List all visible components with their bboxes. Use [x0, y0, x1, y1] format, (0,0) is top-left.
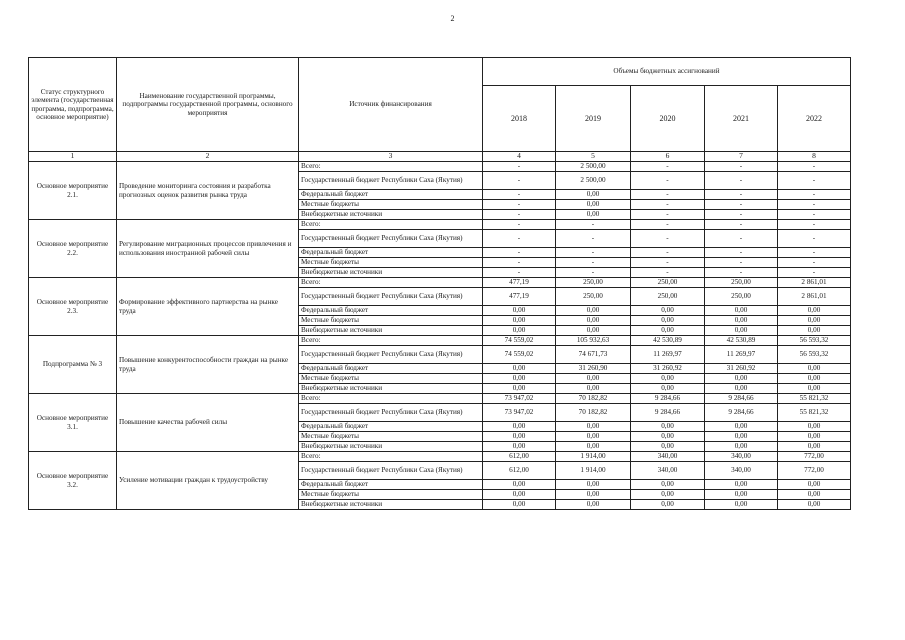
funding-source: Государственный бюджет Республики Саха (Якутия)	[299, 404, 483, 422]
amount-cell: -	[556, 230, 631, 248]
amount-cell: 2 861,01	[778, 278, 851, 288]
header-volumes: Объемы бюджетных ассигнований	[483, 58, 851, 86]
amount-cell: 0,00	[778, 432, 851, 442]
amount-cell: 0,00	[705, 500, 778, 510]
funding-source: Государственный бюджет Республики Саха (Якутия)	[299, 288, 483, 306]
funding-source: Местные бюджеты	[299, 258, 483, 268]
amount-cell: 0,00	[483, 326, 556, 336]
amount-cell: -	[631, 200, 705, 210]
funding-source: Всего:	[299, 220, 483, 230]
amount-cell: 0,00	[631, 500, 705, 510]
page-number: 2	[450, 14, 455, 23]
amount-cell: 0,00	[483, 490, 556, 500]
amount-cell: 70 182,82	[556, 394, 631, 404]
amount-cell: 0,00	[556, 200, 631, 210]
amount-cell: 1 914,00	[556, 462, 631, 480]
element-status: Основное мероприятие 3.1.	[29, 394, 117, 452]
element-name: Проведение мониторинга состояния и разработка прогнозных оценок развития рынка труда	[117, 162, 299, 220]
amount-cell: 70 182,82	[556, 404, 631, 422]
amount-cell: 9 284,66	[705, 394, 778, 404]
amount-cell: 340,00	[705, 462, 778, 480]
amount-cell: 0,00	[778, 326, 851, 336]
amount-cell: 0,00	[556, 432, 631, 442]
funding-source: Местные бюджеты	[299, 432, 483, 442]
amount-cell: -	[483, 220, 556, 230]
amount-cell: 250,00	[556, 278, 631, 288]
funding-source: Местные бюджеты	[299, 200, 483, 210]
amount-cell: 477,19	[483, 278, 556, 288]
amount-cell: 105 932,63	[556, 336, 631, 346]
amount-cell: 0,00	[705, 326, 778, 336]
amount-cell: 0,00	[483, 480, 556, 490]
amount-cell: 0,00	[483, 306, 556, 316]
column-number: 7	[705, 152, 778, 162]
amount-cell: 477,19	[483, 288, 556, 306]
funding-source: Всего:	[299, 336, 483, 346]
amount-cell: 0,00	[705, 384, 778, 394]
amount-cell: 9 284,66	[631, 394, 705, 404]
amount-cell: -	[705, 220, 778, 230]
amount-cell: -	[483, 268, 556, 278]
amount-cell: -	[705, 248, 778, 258]
table-row	[29, 278, 851, 288]
amount-cell: -	[778, 248, 851, 258]
amount-cell: 0,00	[631, 384, 705, 394]
amount-cell: 0,00	[631, 442, 705, 452]
column-number: 2	[117, 152, 299, 162]
amount-cell: 42 530,89	[705, 336, 778, 346]
amount-cell: 0,00	[778, 490, 851, 500]
amount-cell: 42 530,89	[631, 336, 705, 346]
funding-source: Всего:	[299, 278, 483, 288]
amount-cell: 0,00	[631, 490, 705, 500]
amount-cell: 0,00	[705, 432, 778, 442]
amount-cell: 11 269,97	[631, 346, 705, 364]
funding-source: Внебюджетные источники	[299, 384, 483, 394]
amount-cell: 0,00	[556, 210, 631, 220]
amount-cell: 0,00	[556, 480, 631, 490]
amount-cell: -	[705, 200, 778, 210]
amount-cell: -	[556, 248, 631, 258]
funding-source: Федеральный бюджет	[299, 422, 483, 432]
amount-cell: -	[631, 220, 705, 230]
amount-cell: -	[778, 210, 851, 220]
amount-cell: 0,00	[556, 490, 631, 500]
amount-cell: 0,00	[556, 190, 631, 200]
funding-source: Федеральный бюджет	[299, 248, 483, 258]
table-row	[29, 394, 851, 404]
amount-cell: 0,00	[778, 316, 851, 326]
amount-cell: 0,00	[556, 374, 631, 384]
amount-cell: -	[705, 210, 778, 220]
element-status: Основное мероприятие 2.2.	[29, 220, 117, 278]
funding-source: Федеральный бюджет	[299, 306, 483, 316]
funding-source: Государственный бюджет Республики Саха (Якутия)	[299, 172, 483, 190]
element-name: Регулирование миграционных процессов привлечения и использования иностранной рабочей силы	[117, 220, 299, 278]
amount-cell: 0,00	[556, 326, 631, 336]
amount-cell: 56 593,32	[778, 336, 851, 346]
header-year: 2022	[778, 85, 851, 151]
amount-cell: 2 500,00	[556, 162, 631, 172]
amount-cell: -	[778, 190, 851, 200]
amount-cell: 0,00	[778, 374, 851, 384]
amount-cell: -	[631, 268, 705, 278]
amount-cell: -	[631, 248, 705, 258]
amount-cell: 0,00	[556, 442, 631, 452]
amount-cell: 31 260,92	[631, 364, 705, 374]
amount-cell: 1 914,00	[556, 452, 631, 462]
amount-cell: 0,00	[556, 500, 631, 510]
amount-cell: -	[778, 162, 851, 172]
header-year: 2020	[631, 85, 705, 151]
amount-cell: 772,00	[778, 462, 851, 480]
amount-cell: -	[483, 172, 556, 190]
column-number: 8	[778, 152, 851, 162]
funding-source: Всего:	[299, 452, 483, 462]
amount-cell: -	[778, 258, 851, 268]
amount-cell: 0,00	[631, 326, 705, 336]
amount-cell: 55 821,32	[778, 404, 851, 422]
amount-cell: 0,00	[556, 422, 631, 432]
amount-cell: 0,00	[705, 316, 778, 326]
header-year: 2019	[556, 85, 631, 151]
amount-cell: -	[705, 258, 778, 268]
amount-cell: 0,00	[483, 432, 556, 442]
column-number-row	[29, 152, 851, 162]
amount-cell: -	[631, 190, 705, 200]
amount-cell: 0,00	[483, 364, 556, 374]
amount-cell: 0,00	[631, 306, 705, 316]
header-name: Наименование государственной программы, подпрограммы государственной программы, основного мероприятия	[117, 58, 299, 152]
element-name: Усиление мотивации граждан к трудоустройству	[117, 452, 299, 510]
funding-source: Всего:	[299, 162, 483, 172]
amount-cell: 31 260,92	[705, 364, 778, 374]
amount-cell: -	[705, 230, 778, 248]
amount-cell: 74 671,73	[556, 346, 631, 364]
amount-cell: 250,00	[705, 288, 778, 306]
funding-source: Всего:	[299, 394, 483, 404]
funding-source: Федеральный бюджет	[299, 190, 483, 200]
amount-cell: 55 821,32	[778, 394, 851, 404]
amount-cell: 0,00	[556, 316, 631, 326]
amount-cell: -	[705, 172, 778, 190]
amount-cell: -	[483, 258, 556, 268]
amount-cell: 9 284,66	[631, 404, 705, 422]
amount-cell: 0,00	[705, 374, 778, 384]
amount-cell: 0,00	[778, 422, 851, 432]
amount-cell: 612,00	[483, 462, 556, 480]
amount-cell: 2 861,01	[778, 288, 851, 306]
funding-source: Федеральный бюджет	[299, 364, 483, 374]
amount-cell: 0,00	[778, 306, 851, 316]
amount-cell: 0,00	[631, 432, 705, 442]
amount-cell: 74 559,02	[483, 346, 556, 364]
amount-cell: 0,00	[705, 490, 778, 500]
element-name: Формирование эффективного партнерства на рынке труда	[117, 278, 299, 336]
amount-cell: 0,00	[483, 374, 556, 384]
amount-cell: -	[483, 230, 556, 248]
amount-cell: -	[631, 172, 705, 190]
amount-cell: -	[631, 230, 705, 248]
amount-cell: 0,00	[556, 306, 631, 316]
amount-cell: 73 947,02	[483, 394, 556, 404]
amount-cell: -	[483, 248, 556, 258]
amount-cell: 11 269,97	[705, 346, 778, 364]
amount-cell: 2 500,00	[556, 172, 631, 190]
amount-cell: 250,00	[556, 288, 631, 306]
amount-cell: 0,00	[778, 500, 851, 510]
amount-cell: 31 260,90	[556, 364, 631, 374]
amount-cell: -	[705, 162, 778, 172]
amount-cell: 772,00	[778, 452, 851, 462]
funding-source: Государственный бюджет Республики Саха (Якутия)	[299, 462, 483, 480]
amount-cell: -	[556, 220, 631, 230]
amount-cell: 0,00	[778, 364, 851, 374]
funding-source: Федеральный бюджет	[299, 480, 483, 490]
amount-cell: 340,00	[705, 452, 778, 462]
amount-cell: -	[556, 268, 631, 278]
amount-cell: -	[631, 210, 705, 220]
funding-source: Государственный бюджет Республики Саха (Якутия)	[299, 346, 483, 364]
funding-source: Местные бюджеты	[299, 374, 483, 384]
amount-cell: -	[778, 200, 851, 210]
amount-cell: 0,00	[778, 442, 851, 452]
amount-cell: -	[705, 190, 778, 200]
funding-source: Внебюджетные источники	[299, 268, 483, 278]
header-row	[29, 58, 851, 86]
element-status: Основное мероприятие 2.3.	[29, 278, 117, 336]
amount-cell: 9 284,66	[705, 404, 778, 422]
header-year: 2021	[705, 85, 778, 151]
column-number: 1	[29, 152, 117, 162]
amount-cell: 0,00	[705, 306, 778, 316]
budget-table-body	[29, 162, 851, 510]
element-status: Подпрограмма № 3	[29, 336, 117, 394]
amount-cell: -	[778, 230, 851, 248]
amount-cell: -	[556, 258, 631, 268]
element-name: Повышение качества рабочей силы	[117, 394, 299, 452]
amount-cell: 340,00	[631, 452, 705, 462]
funding-source: Местные бюджеты	[299, 316, 483, 326]
amount-cell: 612,00	[483, 452, 556, 462]
amount-cell: 0,00	[483, 500, 556, 510]
amount-cell: 0,00	[556, 384, 631, 394]
amount-cell: 56 593,32	[778, 346, 851, 364]
amount-cell: 0,00	[705, 422, 778, 432]
funding-source: Внебюджетные источники	[299, 442, 483, 452]
amount-cell: 0,00	[631, 480, 705, 490]
amount-cell: 0,00	[778, 384, 851, 394]
column-number: 6	[631, 152, 705, 162]
amount-cell: 0,00	[778, 480, 851, 490]
amount-cell: 0,00	[705, 480, 778, 490]
amount-cell: -	[631, 162, 705, 172]
amount-cell: 0,00	[483, 442, 556, 452]
funding-source: Местные бюджеты	[299, 490, 483, 500]
element-status: Основное мероприятие 3.2.	[29, 452, 117, 510]
budget-table	[28, 57, 851, 510]
column-number: 5	[556, 152, 631, 162]
amount-cell: 0,00	[483, 316, 556, 326]
amount-cell: 250,00	[631, 288, 705, 306]
funding-source: Внебюджетные источники	[299, 500, 483, 510]
header-status: Статус структурного элемента (государственная программа, подпрограмма, основное мероприятие)	[29, 58, 117, 152]
amount-cell: -	[483, 190, 556, 200]
amount-cell: -	[778, 172, 851, 190]
amount-cell: 74 559,02	[483, 336, 556, 346]
amount-cell: 0,00	[483, 384, 556, 394]
amount-cell: 0,00	[631, 374, 705, 384]
funding-source: Государственный бюджет Республики Саха (Якутия)	[299, 230, 483, 248]
amount-cell: -	[483, 210, 556, 220]
amount-cell: 0,00	[631, 316, 705, 326]
amount-cell: -	[483, 200, 556, 210]
header-year: 2018	[483, 85, 556, 151]
amount-cell: 250,00	[705, 278, 778, 288]
amount-cell: 340,00	[631, 462, 705, 480]
column-number: 3	[299, 152, 483, 162]
table-row	[29, 162, 851, 172]
table-row	[29, 336, 851, 346]
amount-cell: -	[778, 220, 851, 230]
amount-cell: -	[778, 268, 851, 278]
table-row	[29, 452, 851, 462]
amount-cell: 0,00	[705, 442, 778, 452]
amount-cell: 250,00	[631, 278, 705, 288]
funding-source: Внебюджетные источники	[299, 210, 483, 220]
element-name: Повышение конкурентоспособности граждан на рынке труда	[117, 336, 299, 394]
funding-source: Внебюджетные источники	[299, 326, 483, 336]
amount-cell: -	[705, 268, 778, 278]
amount-cell: 0,00	[483, 422, 556, 432]
amount-cell: -	[631, 258, 705, 268]
table-row	[29, 220, 851, 230]
element-status: Основное мероприятие 2.1.	[29, 162, 117, 220]
amount-cell: -	[483, 162, 556, 172]
column-number: 4	[483, 152, 556, 162]
amount-cell: 0,00	[631, 422, 705, 432]
header-source: Источник финансирования	[299, 58, 483, 152]
amount-cell: 73 947,02	[483, 404, 556, 422]
